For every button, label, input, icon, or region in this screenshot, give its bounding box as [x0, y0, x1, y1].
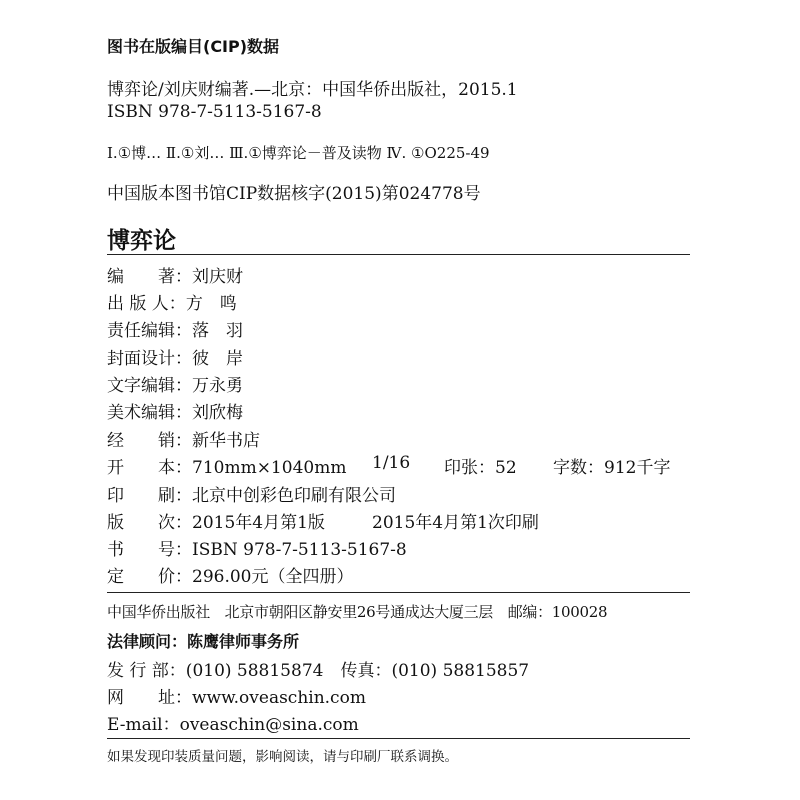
- credit-value: 彼 岸: [192, 349, 243, 369]
- credit-value: 万永勇: [192, 376, 243, 396]
- format-sheets: 印张：52: [444, 458, 517, 478]
- price-value: 296.00元（全四册）: [192, 567, 354, 587]
- credit-label: 责任编辑：: [107, 321, 192, 341]
- format-fold: 1/16: [372, 453, 411, 473]
- price-row: [107, 562, 353, 587]
- credit-row: [107, 316, 243, 341]
- credit-label: 经 销：: [107, 431, 192, 451]
- printer-row: [107, 481, 396, 506]
- credit-row: [107, 371, 243, 396]
- book-title: 博弈论: [107, 228, 176, 254]
- cip-record-line: 博弈论/刘庆财编著.—北京：中国华侨出版社，2015.1: [107, 80, 518, 100]
- credit-value: 落 羽: [192, 321, 243, 341]
- credit-label: 编 著：: [107, 267, 192, 287]
- credit-value: 新华书店: [192, 431, 260, 451]
- credit-row: [107, 426, 260, 451]
- edition-label: 版 次：: [107, 513, 192, 533]
- credit-row: [107, 289, 237, 314]
- website-line: 网 址：www.oveaschin.com: [107, 688, 366, 708]
- credit-row: [107, 398, 243, 423]
- isbn-value: ISBN 978-7-5113-5167-8: [192, 540, 407, 560]
- cip-classification-line: Ⅰ.①博… Ⅱ.①刘… Ⅲ.①博弈论－普及读物 Ⅳ. ①O225-49: [107, 144, 490, 162]
- cip-verification-line: 中国版本图书馆CIP数据核字(2015)第024778号: [107, 184, 481, 204]
- isbn-row: [107, 535, 407, 560]
- edition-row: [107, 508, 325, 533]
- credit-value: 方 鸣: [185, 294, 237, 314]
- credit-value: 刘欣梅: [192, 403, 243, 423]
- cip-heading: 图书在版编目(CIP)数据: [107, 37, 280, 56]
- legal-value: 陈鹰律师事务所: [187, 632, 300, 651]
- divider: [107, 592, 690, 593]
- printer-label: 印 刷：: [107, 486, 192, 506]
- email-line: E-mail：oveaschin@sina.com: [107, 715, 359, 735]
- format-label: 开 本：: [107, 458, 192, 478]
- credit-label: 文字编辑：: [107, 376, 192, 396]
- isbn-label: 书 号：: [107, 540, 192, 560]
- cip-isbn-line: ISBN 978-7-5113-5167-8: [107, 102, 322, 122]
- quality-note: 如果发现印装质量问题，影响阅读，请与印刷厂联系调换。: [107, 749, 458, 765]
- printing-value: 2015年4月第1次印刷: [372, 513, 539, 533]
- publisher-address: 中国华侨出版社 北京市朝阳区静安里26号通成达大厦三层 邮编：100028: [107, 603, 608, 621]
- divider: [107, 254, 690, 255]
- credit-label: 封面设计：: [107, 349, 192, 369]
- credit-row: [107, 344, 243, 369]
- format-size: 710mm×1040mm: [192, 458, 347, 478]
- divider: [107, 738, 690, 739]
- credit-label: 美术编辑：: [107, 403, 192, 423]
- legal-label: 法律顾问：: [107, 632, 188, 651]
- edition-value: 2015年4月第1版: [192, 513, 325, 533]
- format-row: [107, 453, 346, 478]
- credit-row: [107, 262, 243, 287]
- phone-fax-line: 发 行 部：(010) 58815874 传真：(010) 58815857: [107, 661, 530, 681]
- credit-label: 出 版 人：: [107, 294, 186, 314]
- price-label: 定 价：: [107, 567, 192, 587]
- credit-value: 刘庆财: [192, 267, 243, 287]
- format-words: 字数：912千字: [553, 458, 671, 478]
- legal-row: [107, 629, 299, 652]
- printer-value: 北京中创彩色印刷有限公司: [192, 486, 396, 506]
